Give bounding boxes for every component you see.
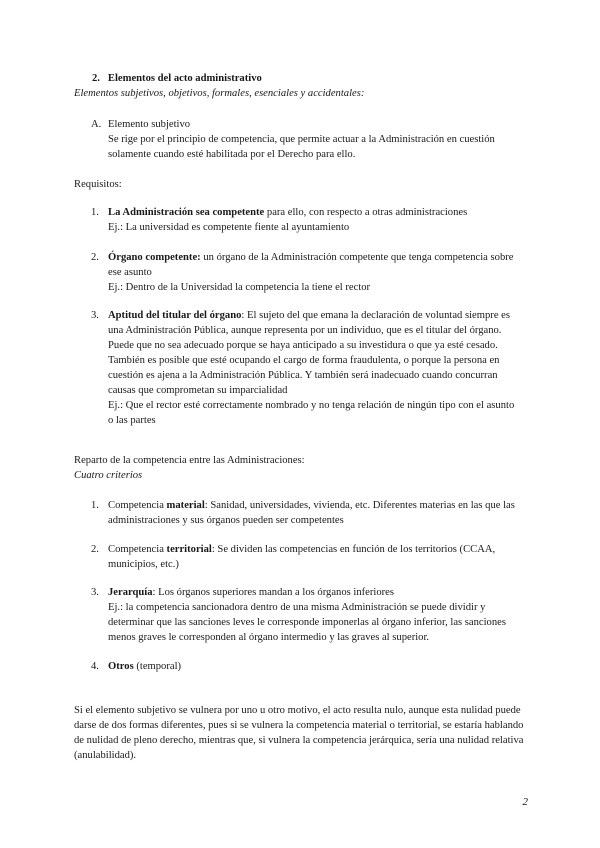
list-number: 3. (91, 310, 99, 321)
criterio-item (91, 585, 531, 645)
criterio-pre: Competencia (108, 544, 167, 555)
section-subtitle: Elementos subjetivos, objetivos, formales, esenciales y accidentales: (74, 88, 365, 99)
reparto-subtitle: Cuatro criterios (74, 470, 143, 481)
criterio-item (91, 542, 531, 572)
criterio-bold: Otros (108, 661, 134, 672)
requisito-text (108, 250, 516, 280)
requisito-rest: para ello, con respecto a otras administraciones (264, 207, 468, 218)
requisito-example: Ej.: La universidad es competente fiente al ayuntamiento (108, 222, 350, 233)
requisito-rest: un órgano de la Administración competente que tenga competencia sobre ese asunto (108, 252, 514, 278)
criterio-text (91, 659, 531, 674)
reparto-title: Reparto de la competencia entre las Administraciones: (74, 455, 305, 466)
requisito-example: Ej.: Dentro de la Universidad la competencia la tiene el rector (108, 282, 371, 293)
section-heading (92, 71, 552, 86)
list-number: 4. (91, 661, 99, 672)
criterio-item (91, 498, 531, 528)
element-a-text: Se rige por el principio de competencia, que permite actuar a la Administración en cuestión solamente cuando esté habilitada por el Derecho para ello. (108, 134, 495, 160)
requisito-item (91, 250, 516, 295)
requisito-bold: Aptitud del titular del órgano (108, 310, 242, 321)
criterio-rest: : Sanidad, universidades, vivienda, etc. Diferentes materias en las que las administraciones y sus órganos pueden ser competentes (108, 500, 515, 526)
criterio-bold: territorial (166, 544, 212, 555)
requisito-text (108, 308, 516, 398)
criterio-rest: : Los órganos superiores mandan a los órganos inferiores (152, 587, 394, 598)
requisito-example: Ej.: Que el rector esté correctamente nombrado y no tenga relación de ningún tipo con el asunto o las partes (108, 400, 515, 426)
requisito-item (91, 205, 516, 235)
page-number: 2 (522, 796, 528, 808)
element-a-title: Elemento subjetivo (108, 119, 191, 130)
element-a (91, 117, 531, 162)
requisito-text (108, 205, 516, 220)
heading-number: 2. (92, 73, 100, 84)
list-number: 1. (91, 500, 99, 511)
element-a-letter: A. (91, 119, 102, 130)
requisito-bold: La Administración sea competente (108, 207, 265, 218)
criterio-text (91, 542, 531, 572)
criterio-text (108, 585, 531, 600)
requisito-item (91, 308, 516, 428)
requisitos-label: Requisitos: (74, 179, 122, 190)
criterio-bold: material (166, 500, 205, 511)
heading-title: Elementos del acto administrativo (107, 73, 262, 84)
criterio-pre: Competencia (108, 500, 167, 511)
list-number: 2. (91, 252, 99, 263)
requisito-rest: : El sujeto del que emana la declaración de voluntad siempre es una Administración Pública, aunque representa por un individuo, que es el titular del órgano. Puede que no sea adecuado porque se haya anticipado a su investidura o que ya esté cesado. También es posible que esté ocupando el cargo de forma fraudulenta, o porque la persona en cuestión es ajena a la Administración Pública. Y también será inadecuado cuando concurran causas que comprometan su imparcialidad (108, 310, 510, 396)
conclusion-paragraph: Si el elemento subjetivo se vulnera por uno u otro motivo, el acto resulta nulo, aunque esta nulidad puede darse de dos formas diferentes, pues si se vulnera la competencia material o territorial, se estaría hablando de nulidad de pleno derecho, mientras que, si vulnera la competencia jerárquica, sería una nulidad relativa (anulabilidad). (74, 705, 524, 761)
criterio-item (91, 659, 531, 674)
list-number: 1. (91, 207, 99, 218)
criterio-example: Ej.: la competencia sancionadora dentro de una misma Administración se puede dividir y determinar que las sanciones leves le corresponde imponerlas al órgano inferior, las sanciones menos graves le corresponden al órgano intermedio y las graves al superior. (108, 602, 506, 643)
criterio-rest: (temporal) (133, 661, 182, 672)
criterio-bold: Jerarquía (108, 587, 153, 598)
list-number: 2. (91, 544, 99, 555)
criterio-text (91, 498, 531, 528)
requisito-bold: Órgano competente: (108, 252, 201, 263)
list-number: 3. (91, 587, 99, 598)
criterio-rest: : Se dividen las competencias en función de los territorios (CCAA, municipios, etc.) (108, 544, 496, 570)
